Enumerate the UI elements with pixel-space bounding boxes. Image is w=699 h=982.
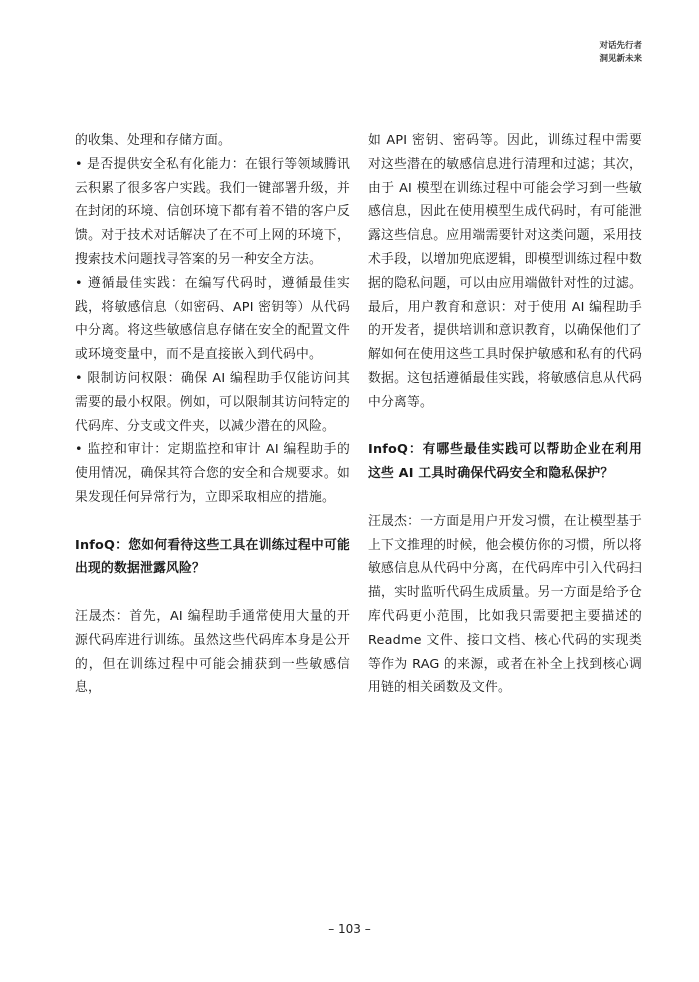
bullet-access-control: • 限制访问权限：确保 AI 编程助手仅能访问其需要的最小权限。例如，可以限制其访问特定的代码库、分支或文件夹，以减少潜在的风险。	[75, 370, 350, 434]
interview-question: InfoQ：有哪些最佳实践可以帮助企业在利用这些 AI 工具时确保代码安全和隐私保护？	[368, 442, 642, 482]
bullet-best-practice: • 遵循最佳实践：在编写代码时，遵循最佳实践，将敏感信息（如密码、API 密钥等）从代码中分离。将这些敏感信息存储在安全的配置文件或环境变量中，而不是直接嵌入到代码中。	[75, 275, 350, 363]
paragraph-gap	[75, 581, 350, 605]
interview-answer: 汪晟杰：首先，AI 编程助手通常使用大量的开源代码库进行训练。虽然这些代码库本身是公开的，但在训练过程中可能会捕获到一些敏感信息，	[75, 608, 350, 696]
header-line-1: 对话先行者	[599, 41, 642, 51]
paragraph-gap	[368, 486, 642, 510]
paragraph-gap	[368, 415, 642, 439]
paragraph-continuation: 的收集、处理和存储方面。	[75, 133, 231, 148]
page-number: – 103 –	[328, 922, 371, 936]
left-column	[75, 129, 350, 700]
right-column	[368, 129, 642, 700]
header-line-2: 洞见新未来	[599, 54, 642, 64]
bullet-private-deployment: • 是否提供安全私有化能力：在银行等领域腾讯云积累了很多客户实践。我们一键部署升级，并在封闭的环境、信创环境下都有着不错的客户反馈。对于技术对话解决了在不可上网的环境下，搜索技术问题找寻答案的另一种安全方法。	[75, 156, 350, 267]
bullet-monitoring-audit: • 监控和审计：定期监控和审计 AI 编程助手的使用情况，确保其符合您的安全和合规要求。如果发现任何异常行为，立即采取相应的措施。	[75, 442, 350, 505]
running-header	[599, 40, 642, 66]
interview-question: InfoQ：您如何看待这些工具在训练过程中可能出现的数据泄露风险？	[75, 537, 350, 577]
paragraph-gap	[75, 510, 350, 534]
interview-answer: 汪晟杰：一方面是用户开发习惯，在让模型基于上下文推理的时候，他会模仿你的习惯，所以将敏感信息从代码中分离，在代码库中引入代码扫描，实时监听代码生成质量。另一方面是给予仓库代码更小范围，比如我只需要把主要描述的 Readme 文件、接口文档、核心代码的实现类等作为 RAG 的来源，或者在补全上找到核心调用链的相关函数及文件。	[368, 513, 642, 696]
answer-continuation: 如 API 密钥、密码等。因此，训练过程中需要对这些潜在的敏感信息进行清理和过滤；其次，由于 AI 模型在训练过程中可能会学习到一些敏感信息，因此在使用模型生成代码时，有可能泄露这些信息。应用端需要针对这类问题，采用技术手段，以增加兜底逻辑，即模型训练过程中数据的隐私问题，可以由应用端做针对性的过滤。最后，用户教育和意识：对于使用 AI 编程助手的开发者，提供培训和意识教育，以确保他们了解如何在使用这些工具时保护敏感和私有的代码数据。这包括遵循最佳实践，将敏感信息从代码中分离等。	[368, 133, 642, 410]
